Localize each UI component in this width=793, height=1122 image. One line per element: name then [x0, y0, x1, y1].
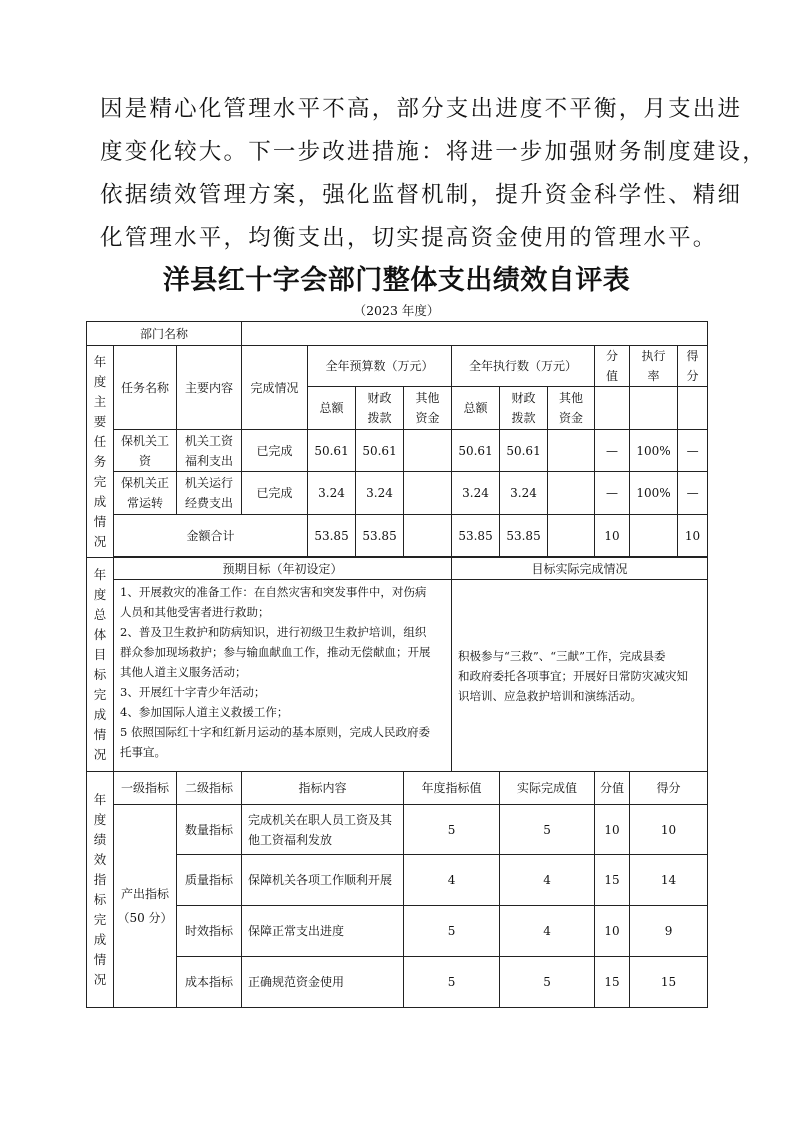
intro-line: 依据绩效管理方案，强化监督机制，提升资金科学性、精细	[100, 182, 743, 208]
header-text: 其他	[559, 391, 584, 405]
header-text: 率	[647, 369, 660, 383]
budget-total: 50.61	[308, 430, 356, 472]
budget-other	[404, 472, 452, 515]
side-label-char: 况	[93, 533, 107, 549]
header-text: 值	[606, 369, 619, 383]
table-row	[87, 805, 708, 855]
side-label-char: 指	[93, 871, 107, 887]
side-label-char: 成	[93, 931, 107, 947]
exec-fiscal: 53.85	[500, 515, 548, 557]
exec-fiscal: 50.61	[500, 430, 548, 472]
side-label-char: 度	[93, 373, 107, 389]
budget-other	[404, 515, 452, 557]
score-value: 10	[595, 515, 630, 557]
task-name	[114, 430, 177, 472]
expected-goal-line: 人员和其他受害者进行救助；	[120, 605, 270, 619]
side-label-char: 任	[93, 433, 107, 449]
header-target: 年度指标值	[404, 772, 500, 805]
actual-value: 5	[500, 805, 595, 855]
exec-other	[548, 430, 595, 472]
header-text: 其他	[415, 391, 440, 405]
header-actual: 实际完成值	[500, 772, 595, 805]
side-label-char: 况	[93, 971, 107, 987]
indicator-content: 保障机关各项工作顺利开展	[242, 855, 404, 906]
dept-label: 部门名称	[87, 322, 242, 346]
expected-goals-header: 预期目标（年初设定）	[114, 558, 452, 580]
page-title: 洋县红十字会部门整体支出绩效自评表	[162, 265, 631, 296]
dept-value	[242, 322, 708, 346]
level2-indicator: 成本指标	[177, 957, 242, 1008]
cell-text: 机关运行	[185, 476, 234, 490]
side-label-char: 情	[93, 513, 107, 529]
header-text: 分	[606, 349, 619, 363]
score: 10	[630, 805, 708, 855]
side-label-char: 情	[93, 726, 107, 742]
cell-text: （50 分）	[117, 911, 173, 925]
cell-text: 完成机关在职人员工资及其	[248, 812, 393, 827]
score-value: 10	[595, 906, 630, 957]
exec-total: 53.85	[452, 515, 500, 557]
cell-text: 他工资福利发放	[248, 832, 333, 847]
cell-text: 机关工资	[185, 433, 234, 448]
cell-text: 常运转	[126, 496, 163, 510]
header-text: 执行	[641, 349, 666, 363]
main-content	[177, 472, 242, 515]
exec-total: 3.24	[452, 472, 500, 515]
side-label-char: 度	[93, 811, 107, 827]
header-task-name: 任务名称	[114, 346, 177, 430]
header-exec-total: 总额	[452, 387, 500, 430]
cell-text: 经费支出	[185, 496, 234, 510]
side-label-char: 年	[93, 566, 107, 582]
main-content	[177, 430, 242, 472]
actual-value: 4	[500, 906, 595, 957]
empty-cell	[630, 387, 678, 430]
total-label: 金额合计	[114, 515, 308, 557]
header-exec-fiscal	[500, 387, 548, 430]
budget-fiscal: 3.24	[356, 472, 404, 515]
score: —	[678, 430, 708, 472]
score-value: 10	[595, 805, 630, 855]
header-exec-other	[548, 387, 595, 430]
expected-goals-content	[114, 580, 452, 772]
target-value: 5	[404, 805, 500, 855]
target-value: 4	[404, 855, 500, 906]
header-score: 得分	[630, 772, 708, 805]
level2-indicator: 数量指标	[177, 805, 242, 855]
side-label-char: 要	[93, 413, 107, 429]
evaluation-table	[86, 321, 708, 1008]
header-text: 拨款	[367, 411, 392, 425]
empty-cell	[595, 387, 630, 430]
intro-paragraph	[100, 88, 767, 260]
budget-fiscal: 50.61	[356, 430, 404, 472]
header-exec-group: 全年执行数（万元）	[452, 346, 595, 387]
target-value: 5	[404, 957, 500, 1008]
side-label-char: 完	[93, 473, 107, 489]
indicator-content: 保障正常支出进度	[242, 906, 404, 957]
cell-text: 保机关工	[120, 433, 169, 448]
actual-value: 5	[500, 957, 595, 1008]
total-row	[87, 515, 708, 557]
side-label-char: 主	[93, 393, 107, 409]
header-main-content: 主要内容	[177, 346, 242, 430]
side-label-char: 效	[93, 851, 107, 867]
actual-goal-line: 识培训、应急救护培训和演练活动。	[458, 688, 643, 703]
actual-goals-content	[452, 580, 708, 772]
header-text: 拨款	[511, 411, 536, 425]
goals-side-label	[87, 558, 114, 772]
exec-other	[548, 515, 595, 557]
side-label-char: 完	[93, 911, 107, 927]
side-label-char: 情	[93, 951, 107, 967]
expected-goal-line: 托事宜。	[120, 745, 166, 759]
side-label-char: 况	[93, 746, 107, 762]
header-budget-other	[404, 387, 452, 430]
level2-indicator: 质量指标	[177, 855, 242, 906]
header-text: 资金	[559, 411, 584, 425]
actual-value: 4	[500, 855, 595, 906]
side-label-char: 标	[93, 891, 107, 907]
header-score-value: 分值	[595, 772, 630, 805]
cell-text: 产出指标	[120, 887, 169, 901]
cell-text: 资	[138, 453, 151, 468]
header-budget-group: 全年预算数（万元）	[308, 346, 452, 387]
side-label-char: 体	[93, 626, 107, 642]
table-row	[87, 430, 708, 472]
completion: 已完成	[242, 472, 308, 515]
side-label-char: 标	[93, 666, 107, 682]
level2-indicator: 时效指标	[177, 906, 242, 957]
score: 15	[630, 957, 708, 1008]
exec-rate: 100%	[630, 472, 678, 515]
expected-goal-line: 2、普及卫生救护和防病知识，进行初级卫生救护培训，组织	[120, 625, 427, 639]
budget-total: 53.85	[308, 515, 356, 557]
budget-fiscal: 53.85	[356, 515, 404, 557]
score-value: 15	[595, 855, 630, 906]
empty-cell	[678, 387, 708, 430]
header-text: 资金	[415, 411, 440, 425]
exec-fiscal: 3.24	[500, 472, 548, 515]
header-text: 得	[686, 349, 699, 363]
exec-rate	[630, 515, 678, 557]
indicator-content: 正确规范资金使用	[242, 957, 404, 1008]
intro-line: 因是精心化管理水平不高，部分支出进度不平衡，月支出进	[100, 96, 743, 122]
actual-goal-line: 和政府委托各项事宜；开展好日常防灾减灾知	[458, 668, 689, 683]
expected-goal-line: 5 依照国际红十字和红新月运动的基本原则，完成人民政府委	[120, 725, 430, 739]
header-score	[678, 346, 708, 387]
expected-goal-line: 其他人道主义服务活动；	[120, 665, 247, 679]
actual-goal-line: 积极参与“三救”、“三献”工作，完成县委	[458, 648, 666, 663]
score: 9	[630, 906, 708, 957]
cell-text: 保机关正	[120, 476, 169, 490]
expected-goal-line: 4、参加国际人道主义救援工作；	[120, 705, 289, 719]
header-budget-total: 总额	[308, 387, 356, 430]
table-row	[87, 855, 708, 906]
indicators-side-label	[87, 772, 114, 1008]
side-label-char: 年	[93, 353, 107, 369]
table-row	[87, 906, 708, 957]
side-label-char: 完	[93, 686, 107, 702]
side-label-char: 度	[93, 586, 107, 602]
header-score-value	[595, 346, 630, 387]
header-text: 财政	[511, 391, 536, 405]
completion: 已完成	[242, 430, 308, 472]
exec-total: 50.61	[452, 430, 500, 472]
header-level1: 一级指标	[114, 772, 177, 805]
expected-goal-line: 群众参加现场救护；参与输血献血工作，推动无偿献血；开展	[120, 645, 431, 659]
expected-goal-line: 1、开展救灾的准备工作：在自然灾害和突发事件中，对伤病	[120, 585, 427, 599]
header-completion: 完成情况	[242, 346, 308, 430]
side-label-char: 务	[93, 453, 107, 469]
budget-other	[404, 430, 452, 472]
intro-line: 化管理水平，均衡支出，切实提高资金使用的管理水平。	[100, 225, 718, 251]
side-label-char: 绩	[93, 831, 107, 847]
side-label-char: 目	[93, 646, 107, 662]
budget-total: 3.24	[308, 472, 356, 515]
level1-indicator	[114, 805, 177, 1008]
exec-other	[548, 472, 595, 515]
score-value: —	[595, 430, 630, 472]
header-level2: 二级指标	[177, 772, 242, 805]
table-row	[87, 957, 708, 1008]
table-row	[87, 472, 708, 515]
side-label-char: 成	[93, 493, 107, 509]
header-text: 财政	[367, 391, 392, 405]
task-name	[114, 472, 177, 515]
intro-line: 度变化较大。下一步改进措施：将进一步加强财务制度建设，	[100, 139, 767, 165]
header-budget-fiscal	[356, 387, 404, 430]
indicator-content	[242, 805, 404, 855]
exec-rate: 100%	[630, 430, 678, 472]
header-text: 分	[686, 369, 699, 383]
header-content: 指标内容	[242, 772, 404, 805]
header-exec-rate	[630, 346, 678, 387]
actual-goals-header: 目标实际完成情况	[452, 558, 708, 580]
page-subtitle: （2023 年度）	[353, 303, 440, 318]
score-value: 15	[595, 957, 630, 1008]
score: 14	[630, 855, 708, 906]
side-label-char: 总	[93, 606, 107, 622]
cell-text: 福利支出	[185, 453, 234, 468]
tasks-side-label	[87, 346, 114, 558]
target-value: 5	[404, 906, 500, 957]
expected-goal-line: 3、开展红十字青少年活动；	[120, 685, 266, 699]
side-label-char: 年	[93, 791, 107, 807]
score-value: —	[595, 472, 630, 515]
score: —	[678, 472, 708, 515]
side-label-char: 成	[93, 706, 107, 722]
score: 10	[678, 515, 708, 557]
